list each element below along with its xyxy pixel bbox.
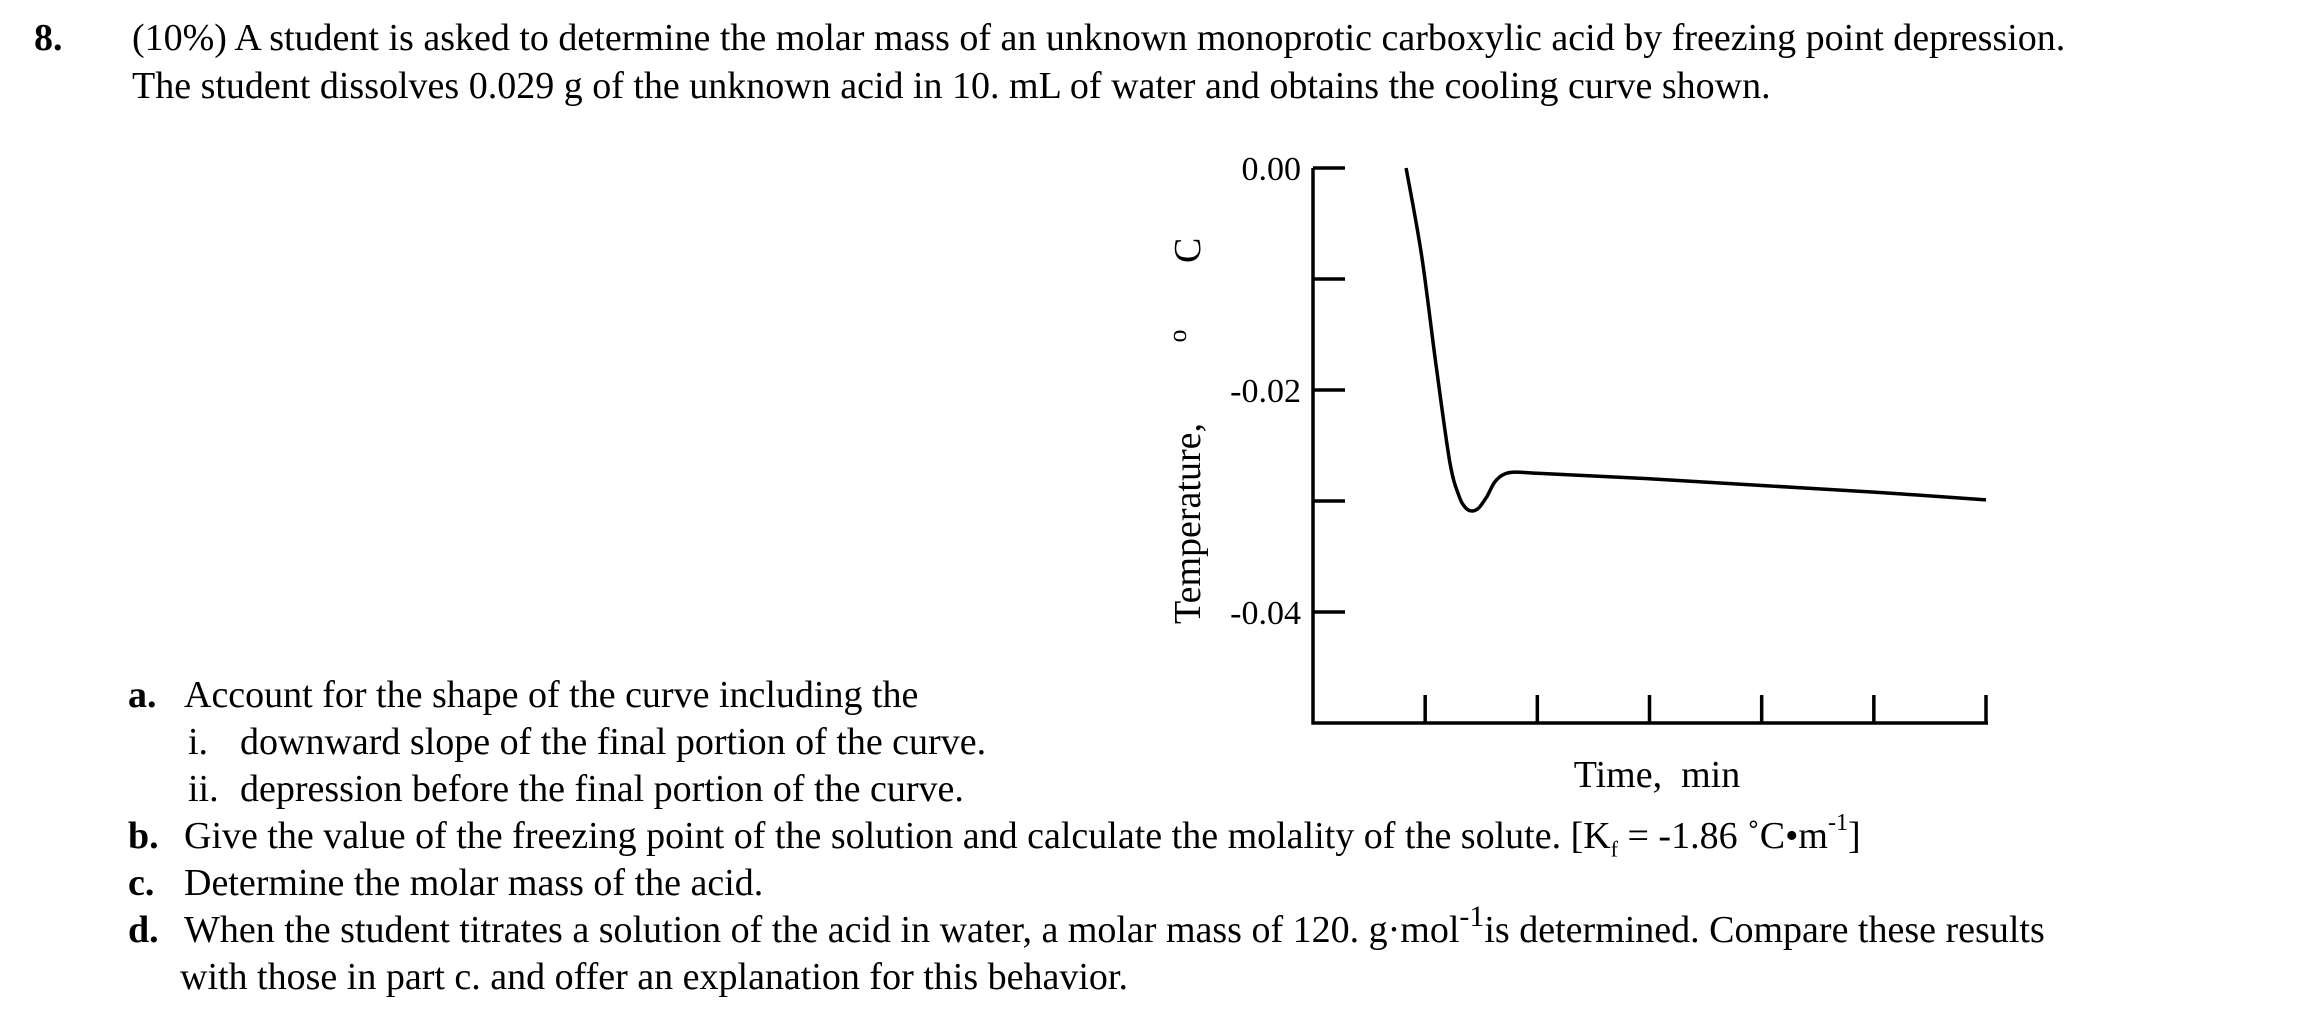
- part-b-text-post: ]: [1847, 815, 1861, 857]
- question-intro: [132, 14, 2312, 110]
- y-axis-label-degree: o: [1163, 329, 1192, 343]
- part-a-ii-number: ii.: [188, 768, 219, 810]
- y-tick-label: -0.04: [1230, 595, 1301, 632]
- question-number: 8.: [34, 17, 63, 59]
- part-b-text-pre: Give the value of the freezing point of the solution and calculate the molality of the solute. [K: [184, 815, 1611, 857]
- part-d-superscript: -1: [1459, 900, 1485, 934]
- part-b-text: [184, 810, 1861, 862]
- part-b-letter: b.: [128, 815, 159, 857]
- y-axis-label-unit: C: [1167, 237, 1209, 264]
- part-d-text-line2: with those in part c. and offer an explanation for this behavior.: [180, 956, 1128, 998]
- part-a-text: Account for the shape of the curve including the: [184, 674, 919, 716]
- y-axis-label-main: Temperature,: [1167, 423, 1209, 624]
- part-b-text-mid: = -1.86 ˚C•m: [1618, 815, 1828, 857]
- part-b-superscript: -1: [1827, 810, 1848, 837]
- part-d-text-pre: When the student titrates a solution of the acid in water, a molar mass of 120. g·mol: [184, 909, 1460, 951]
- part-a-letter: a.: [128, 674, 157, 716]
- part-a-ii-text: depression before the final portion of the curve.: [240, 768, 964, 810]
- part-d-letter: d.: [128, 909, 159, 951]
- chart-series: [1406, 168, 1986, 511]
- part-d-text-post: is determined. Compare these results: [1484, 909, 2045, 951]
- intro-line-2: The student dissolves 0.029 g of the unknown acid in 10. mL of water and obtains the cooling curve shown.: [132, 65, 1771, 107]
- svg-text:Temperature, o C: [1153, 190, 1209, 690]
- y-tick-label: 0.00: [1241, 151, 1301, 188]
- chart-axes: [1312, 168, 1989, 725]
- y-axis-label: [1153, 190, 1209, 690]
- part-a-i-text: downward slope of the final portion of the curve.: [240, 721, 987, 763]
- intro-line-1: (10%) A student is asked to determine the molar mass of an unknown monoprotic carboxylic acid by freezing point depression.: [132, 17, 2066, 59]
- cooling-curve-line: [1406, 168, 1986, 511]
- x-axis-label: Time, min: [1573, 754, 1741, 796]
- part-a-i-number: i.: [188, 721, 209, 763]
- part-d-text: [184, 900, 2045, 954]
- x-ticks: [1425, 695, 1986, 723]
- y-ticks: [1230, 151, 1345, 632]
- part-b-subscript: f: [1610, 836, 1618, 862]
- y-tick-label: -0.02: [1230, 373, 1301, 410]
- part-c-letter: c.: [128, 862, 155, 904]
- part-c-text: Determine the molar mass of the acid.: [184, 862, 764, 904]
